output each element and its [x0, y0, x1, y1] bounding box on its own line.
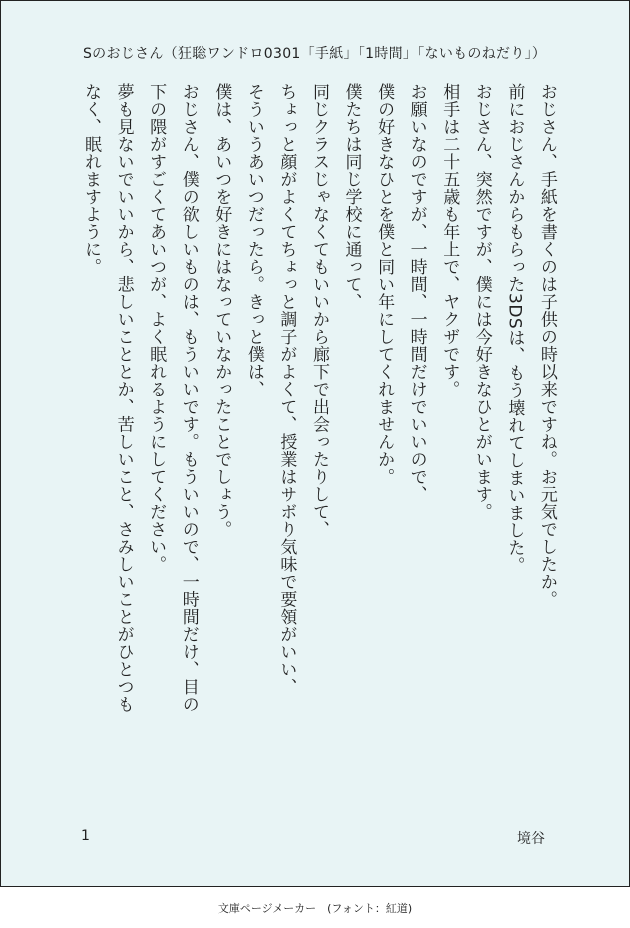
- text-column: なく、眠れますように。: [81, 83, 101, 276]
- text-column: 相手は二十五歳も年上で、ヤクザです。: [439, 83, 460, 398]
- text-column: そういうあいつだったら。きっと僕は、: [243, 83, 264, 398]
- text-column: おじさん、僕の欲しいものは、もういいです。もういいので、一時間だけ、目の: [178, 83, 199, 713]
- text-column: 夢も見ないでいいから、悲しいこととか、苦しいこと、さみしいことがひとつも: [113, 83, 134, 713]
- footer-credit: 文庫ページメーカー (フォント：紅道): [217, 902, 413, 915]
- text-column: 前におじさんからもらった3DSは、もう壊れてしまいました。: [504, 83, 525, 575]
- text-column: お願いなのですが、一時間、一時間だけでいいので、: [406, 83, 427, 503]
- page-number: 1: [81, 828, 90, 844]
- text-column: 僕たちは同じ学校に通って、: [341, 83, 362, 311]
- text-column: ちょっと顔がよくてちょっと調子がよくて、授業はサボり気味で要領がいい、: [276, 83, 297, 696]
- text-column: 下の隈がすごくてあいつが、よく眠れるようにしてください。: [146, 83, 167, 573]
- text-column: おじさん、手紙を書くのは子供の時以来ですね。お元気でしたか。: [536, 83, 557, 608]
- text-column: 僕の好きなひとを僕と同い年にしてくれませんか。: [374, 83, 395, 486]
- text-column: 同じクラスじゃなくてもいいから廊下で出会ったりして、: [308, 83, 329, 538]
- text-column: 僕は、あいつを好きにはなっていなかったことでしょう。: [211, 83, 232, 538]
- page-title: Sのおじさん（狂聡ワンドロ0301「手紙」「1時間」「ないものねだり」）: [83, 46, 547, 62]
- author-name: 境谷: [517, 831, 545, 847]
- text-column: おじさん、突然ですが、僕には今好きなひとがいます。: [471, 83, 492, 521]
- vertical-text-body: [75, 83, 563, 813]
